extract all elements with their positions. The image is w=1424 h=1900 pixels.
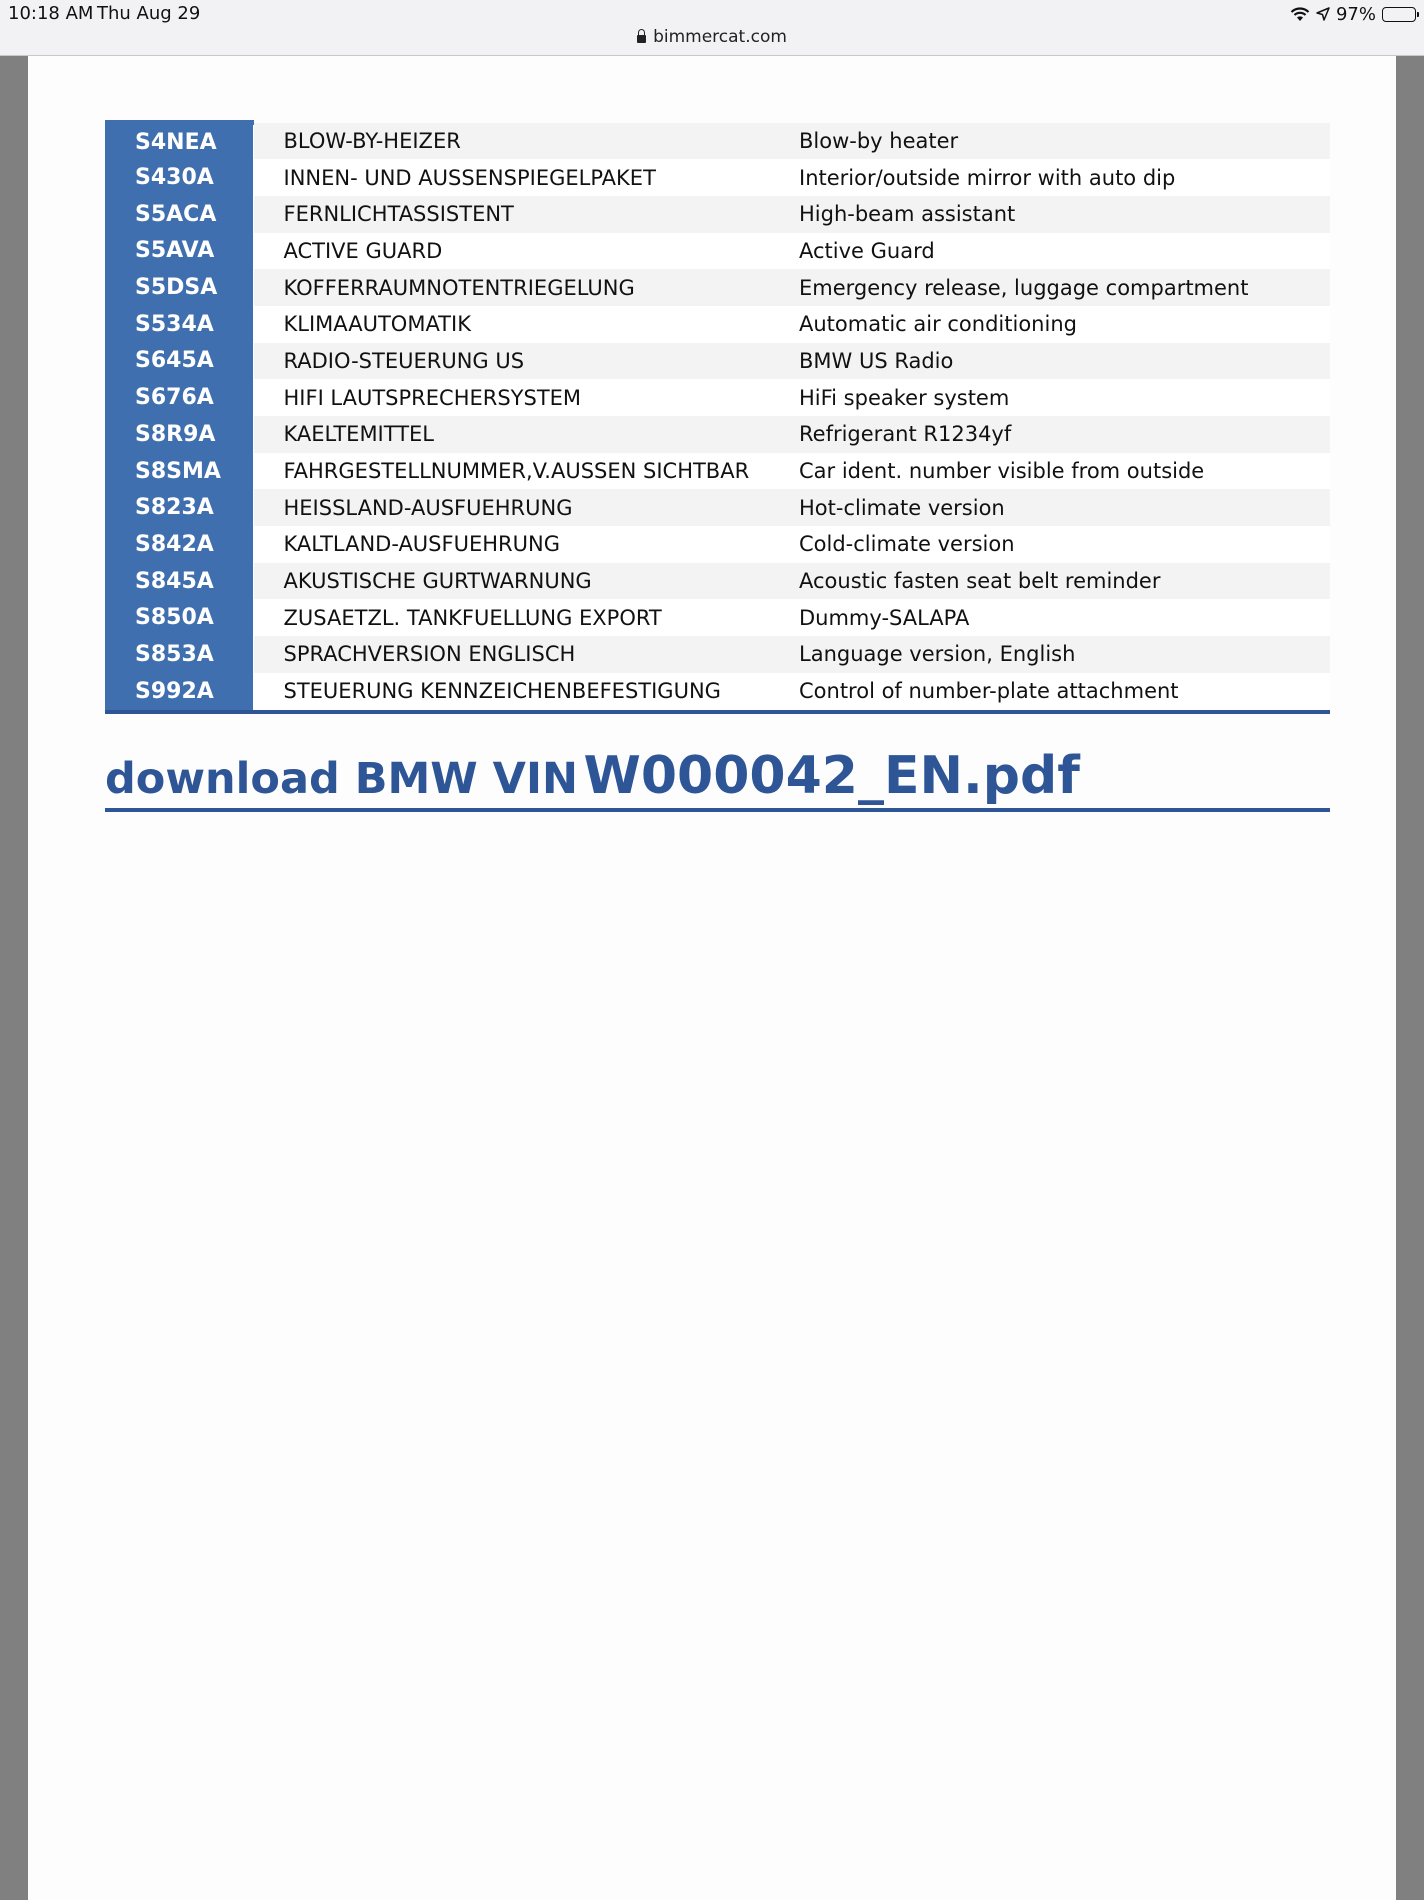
option-code: S992A bbox=[105, 673, 253, 712]
table-row bbox=[105, 343, 1330, 380]
table-row bbox=[105, 599, 1330, 636]
option-code: S8R9A bbox=[105, 416, 253, 453]
option-code: S8SMA bbox=[105, 453, 253, 490]
option-desc-de: HIFI LAUTSPRECHERSYSTEM bbox=[253, 379, 799, 416]
option-desc-de: KLIMAAUTOMATIK bbox=[253, 306, 799, 343]
download-filename: W000042_EN.pdf bbox=[583, 746, 1080, 806]
option-desc-en: Control of number-plate attachment bbox=[799, 673, 1330, 712]
option-code: S4NEA bbox=[105, 123, 253, 160]
option-code: S645A bbox=[105, 343, 253, 380]
option-desc-en: Acoustic fasten seat belt reminder bbox=[799, 563, 1330, 600]
option-desc-de: FAHRGESTELLNUMMER,V.AUSSEN SICHTBAR bbox=[253, 453, 799, 490]
option-desc-de: KALTLAND-AUSFUEHRUNG bbox=[253, 526, 799, 563]
table-row bbox=[105, 379, 1330, 416]
option-desc-en: Emergency release, luggage compartment bbox=[799, 269, 1330, 306]
option-code: S676A bbox=[105, 379, 253, 416]
option-code: S845A bbox=[105, 563, 253, 600]
option-desc-de: RADIO-STEUERUNG US bbox=[253, 343, 799, 380]
table-row bbox=[105, 416, 1330, 453]
option-desc-en: Hot-climate version bbox=[799, 489, 1330, 526]
table-row bbox=[105, 489, 1330, 526]
option-desc-de: STEUERUNG KENNZEICHENBEFESTIGUNG bbox=[253, 673, 799, 712]
status-indicators bbox=[1290, 2, 1416, 26]
status-date: Thu Aug 29 bbox=[97, 3, 201, 24]
table-row bbox=[105, 196, 1330, 233]
option-desc-de: KAELTEMITTEL bbox=[253, 416, 799, 453]
table-row bbox=[105, 563, 1330, 600]
option-desc-en: Refrigerant R1234yf bbox=[799, 416, 1330, 453]
option-desc-en: Interior/outside mirror with auto dip bbox=[799, 159, 1330, 196]
option-desc-de: ZUSAETZL. TANKFUELLUNG EXPORT bbox=[253, 599, 799, 636]
option-desc-de: AKUSTISCHE GURTWARNUNG bbox=[253, 563, 799, 600]
lock-icon bbox=[637, 35, 646, 43]
option-desc-de: BLOW-BY-HEIZER bbox=[253, 123, 799, 160]
table-row bbox=[105, 673, 1330, 712]
table-row bbox=[105, 159, 1330, 196]
option-desc-de: ACTIVE GUARD bbox=[253, 233, 799, 270]
option-desc-en: Language version, English bbox=[799, 636, 1330, 673]
address-bar[interactable] bbox=[0, 27, 1424, 47]
option-desc-en: Blow-by heater bbox=[799, 123, 1330, 160]
option-desc-en: Automatic air conditioning bbox=[799, 306, 1330, 343]
option-desc-de: KOFFERRAUMNOTENTRIEGELUNG bbox=[253, 269, 799, 306]
status-time: 10:18 AM bbox=[8, 3, 94, 24]
option-desc-de: INNEN- UND AUSSENSPIEGELPAKET bbox=[253, 159, 799, 196]
location-arrow-icon bbox=[1316, 7, 1330, 21]
download-link[interactable] bbox=[105, 746, 1330, 812]
url-text: bimmercat.com bbox=[653, 27, 787, 47]
option-desc-en: HiFi speaker system bbox=[799, 379, 1330, 416]
table-row bbox=[105, 306, 1330, 343]
option-desc-de: FERNLICHTASSISTENT bbox=[253, 196, 799, 233]
option-desc-en: Active Guard bbox=[799, 233, 1330, 270]
table-row bbox=[105, 233, 1330, 270]
option-desc-de: SPRACHVERSION ENGLISCH bbox=[253, 636, 799, 673]
option-code: S5AVA bbox=[105, 233, 253, 270]
battery-percent: 97% bbox=[1335, 3, 1376, 25]
option-code: S5ACA bbox=[105, 196, 253, 233]
option-code: S853A bbox=[105, 636, 253, 673]
page-content bbox=[28, 56, 1396, 1900]
battery-icon bbox=[1382, 7, 1416, 22]
option-desc-en: BMW US Radio bbox=[799, 343, 1330, 380]
option-code: S5DSA bbox=[105, 269, 253, 306]
option-desc-en: Dummy-SALAPA bbox=[799, 599, 1330, 636]
option-desc-en: Cold-climate version bbox=[799, 526, 1330, 563]
option-desc-de: HEISSLAND-AUSFUEHRUNG bbox=[253, 489, 799, 526]
option-desc-en: High-beam assistant bbox=[799, 196, 1330, 233]
option-code: S534A bbox=[105, 306, 253, 343]
option-code: S823A bbox=[105, 489, 253, 526]
option-code: S430A bbox=[105, 159, 253, 196]
option-code: S842A bbox=[105, 526, 253, 563]
status-bar bbox=[0, 0, 1424, 56]
option-desc-en: Car ident. number visible from outside bbox=[799, 453, 1330, 490]
table-row bbox=[105, 269, 1330, 306]
table-row bbox=[105, 453, 1330, 490]
table-row bbox=[105, 636, 1330, 673]
options-table bbox=[105, 120, 1330, 714]
table-row bbox=[105, 526, 1330, 563]
download-prefix: download BMW VIN bbox=[105, 754, 578, 804]
table-row bbox=[105, 123, 1330, 160]
wifi-icon bbox=[1290, 6, 1310, 22]
option-code: S850A bbox=[105, 599, 253, 636]
